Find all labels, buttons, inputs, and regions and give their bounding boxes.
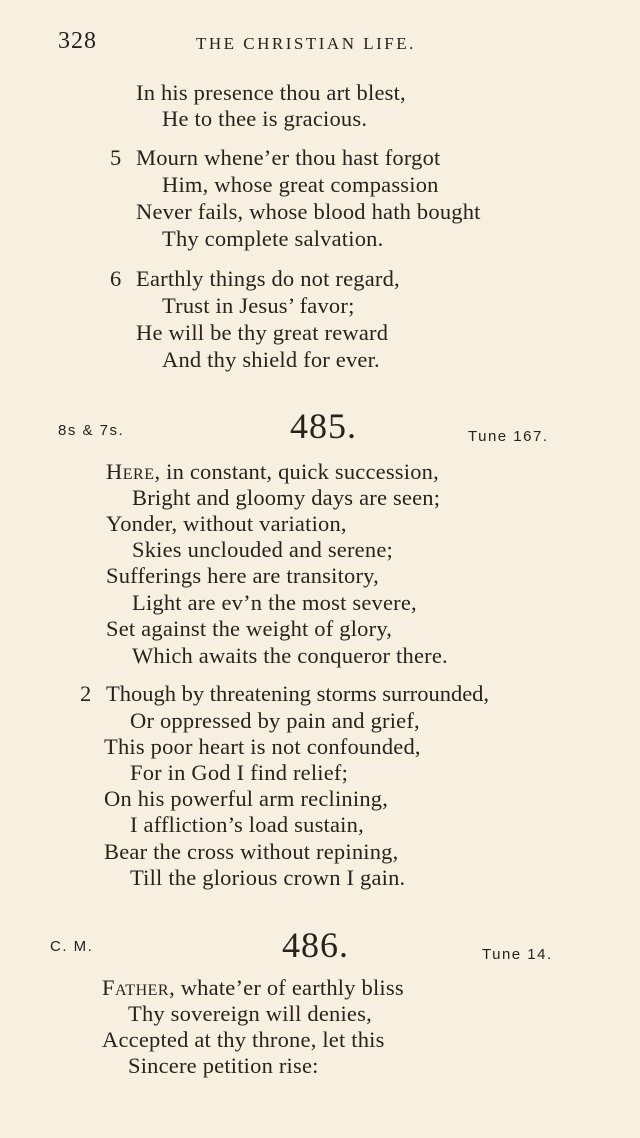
first-line-rest: , in constant, quick succession, xyxy=(154,459,439,484)
verse-line: Sufferings here are transitory, xyxy=(106,563,379,588)
verse-line: Him, whose great compassion xyxy=(162,172,439,197)
stanza-number: 6 xyxy=(110,266,122,291)
verse-line: Yonder, without variation, xyxy=(106,511,347,536)
verse-line: In his presence thou art blest, xyxy=(136,80,406,105)
verse-line: He will be thy great reward xyxy=(136,320,389,345)
first-line-rest: , whate’er of earthly bliss xyxy=(169,975,404,1000)
meter-label: 8s & 7s. xyxy=(58,422,125,439)
hymn-number: 485. xyxy=(290,406,357,446)
verse-line: Never fails, whose blood hath bought xyxy=(136,199,481,224)
first-word: Father xyxy=(102,975,170,1000)
verse-line: This poor heart is not confounded, xyxy=(104,734,421,759)
verse-line: Earthly things do not regard, xyxy=(136,266,400,291)
meter-label: C. M. xyxy=(50,938,94,955)
verse-line: Sincere petition rise: xyxy=(128,1053,319,1078)
verse-line: Trust in Jesus’ favor; xyxy=(162,293,355,318)
verse-line: Accepted at thy throne, let this xyxy=(102,1027,385,1052)
verse-line: Or oppressed by pain and grief, xyxy=(130,708,420,733)
verse-line: Which awaits the conqueror there. xyxy=(132,643,448,668)
verse-line: And thy shield for ever. xyxy=(162,347,380,372)
stanza-number: 2 xyxy=(80,681,92,706)
page-header xyxy=(0,28,640,58)
verse-line: Till the glorious crown I gain. xyxy=(130,865,406,890)
verse-line: Though by threatening storms surrounded, xyxy=(106,681,490,706)
verse-line-first xyxy=(102,975,404,1001)
verse-line: Skies unclouded and serene; xyxy=(132,537,393,562)
tune-label: Tune 14. xyxy=(482,946,553,963)
verse-line: Set against the weight of glory, xyxy=(106,616,393,641)
running-title: THE CHRISTIAN LIFE. xyxy=(196,34,416,53)
verse-line: Bright and gloomy days are seen; xyxy=(132,485,441,510)
verse-line: Bear the cross without repining, xyxy=(104,839,399,864)
verse-line: I affliction’s load sustain, xyxy=(130,812,364,837)
verse-line: Thy complete salvation. xyxy=(162,226,384,251)
stanza-number: 5 xyxy=(110,145,122,170)
first-word: Here xyxy=(106,459,155,484)
hymn-number: 486. xyxy=(282,925,349,965)
verse-line: He to thee is gracious. xyxy=(162,106,368,131)
page-number: 328 xyxy=(58,28,97,54)
verse-line: Thy sovereign will denies, xyxy=(128,1001,372,1026)
verse-line: Light are ev’n the most severe, xyxy=(132,590,417,615)
verse-line: For in God I find relief; xyxy=(130,760,349,785)
verse-line: On his powerful arm reclining, xyxy=(104,786,389,811)
verse-line-first xyxy=(106,459,439,485)
tune-label: Tune 167. xyxy=(468,428,549,445)
verse-line: Mourn whene’er thou hast forgot xyxy=(136,145,441,170)
